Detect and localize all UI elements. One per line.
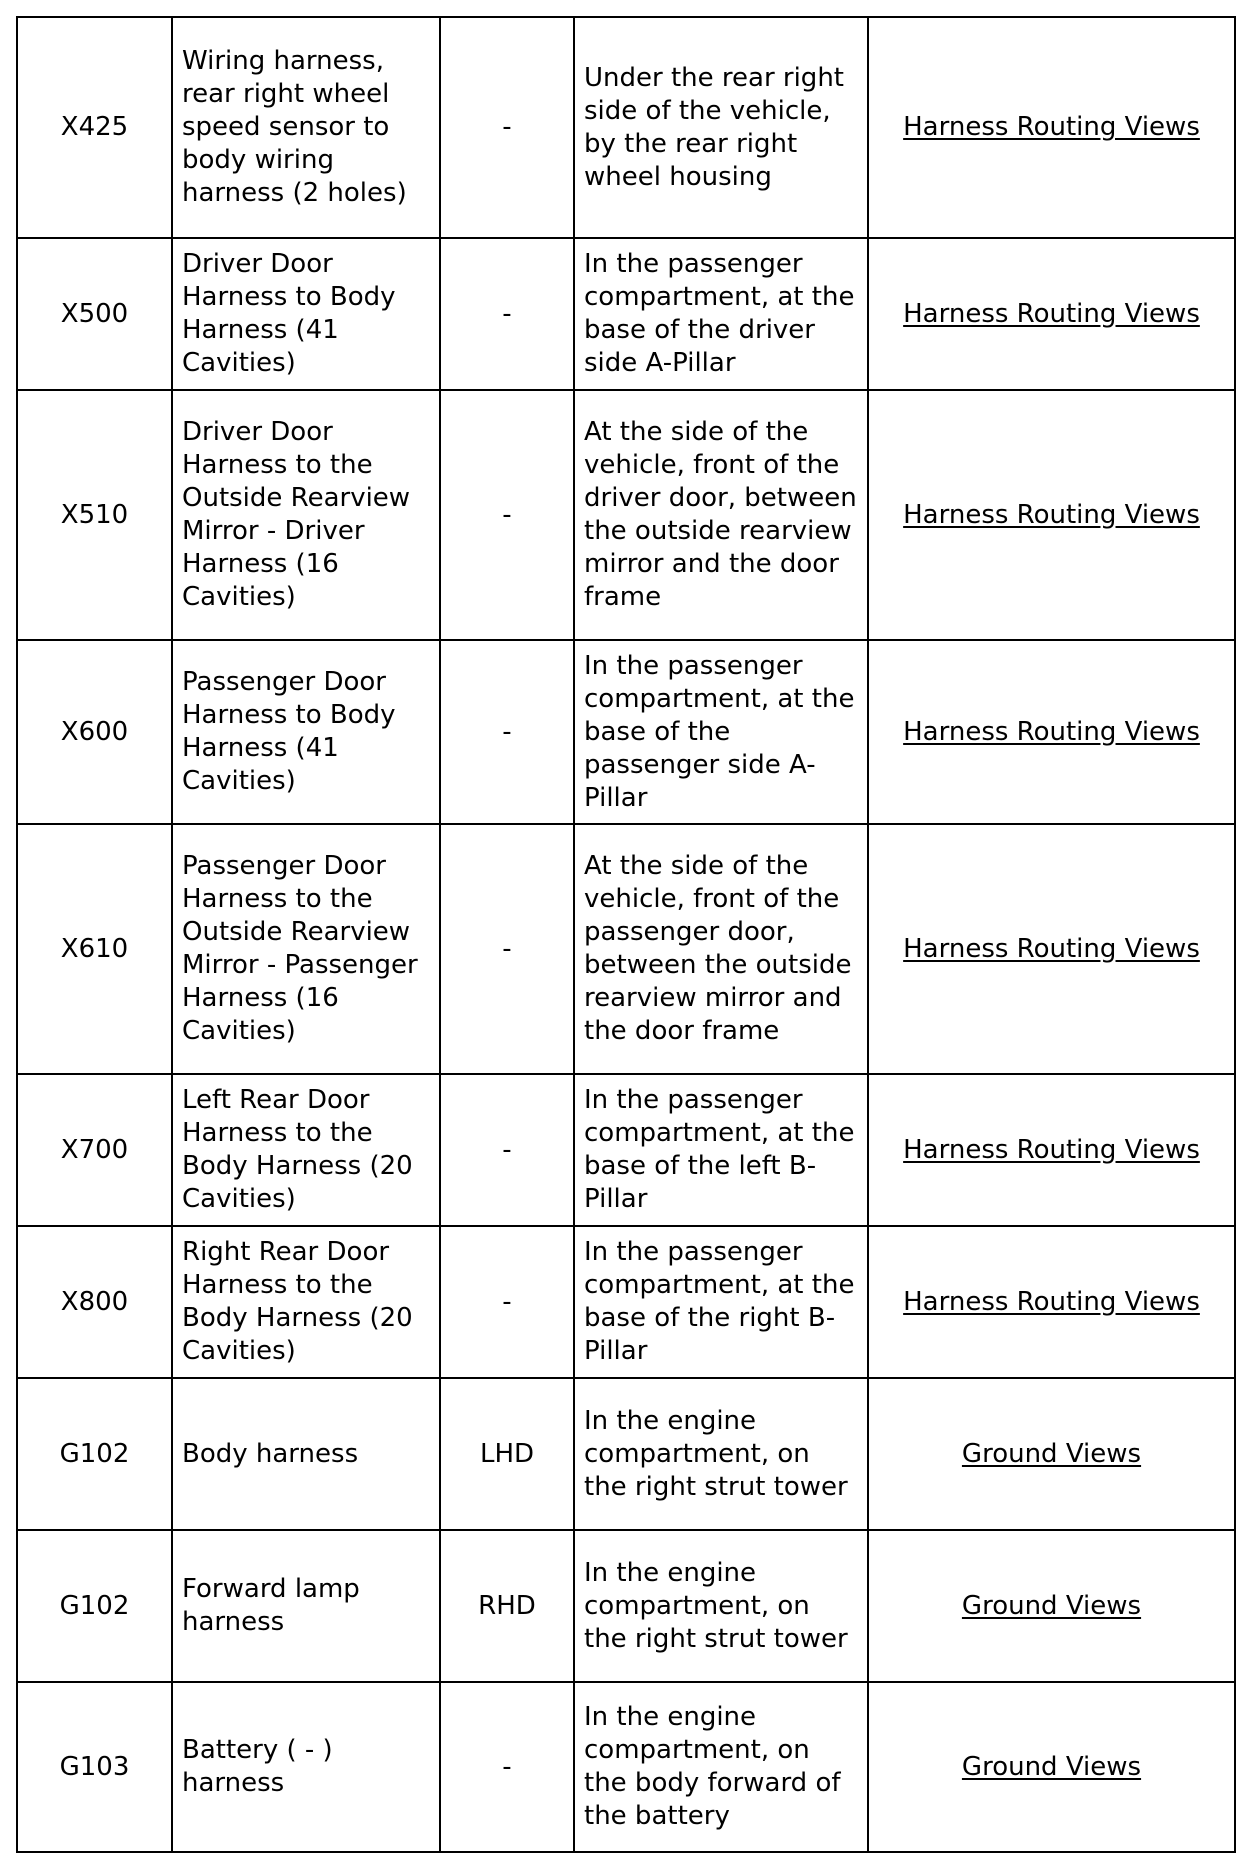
view-link-cell (868, 238, 1235, 390)
harness-routing-views-link[interactable]: Harness Routing Views (903, 499, 1200, 530)
connector-id: X800 (17, 1226, 172, 1378)
view-link-cell (868, 1226, 1235, 1378)
connector-id: X500 (17, 238, 172, 390)
table-row (17, 640, 1235, 824)
connector-id: X425 (17, 17, 172, 238)
connector-option: RHD (440, 1530, 574, 1682)
connector-description: Driver Door Harness to Body Harness (41 Cavities) (172, 238, 440, 390)
connector-location: In the engine compartment, on the right strut tower (574, 1378, 868, 1530)
connector-id: X600 (17, 640, 172, 824)
table-row (17, 1682, 1235, 1852)
view-link-cell (868, 1378, 1235, 1530)
harness-routing-views-link[interactable]: Harness Routing Views (903, 298, 1200, 329)
view-link-cell (868, 1530, 1235, 1682)
view-link-cell (868, 17, 1235, 238)
view-link-cell (868, 824, 1235, 1074)
view-link-cell (868, 390, 1235, 640)
harness-routing-views-link[interactable]: Harness Routing Views (903, 1134, 1200, 1165)
connector-option: - (440, 390, 574, 640)
connector-location: In the passenger compartment, at the base of the left B-Pillar (574, 1074, 868, 1226)
connector-id: G102 (17, 1378, 172, 1530)
connector-id: X700 (17, 1074, 172, 1226)
connector-location: In the passenger compartment, at the base of the passenger side A-Pillar (574, 640, 868, 824)
connector-option: - (440, 824, 574, 1074)
table-row (17, 824, 1235, 1074)
table-row (17, 1226, 1235, 1378)
connector-option: - (440, 238, 574, 390)
connector-description: Forward lamp harness (172, 1530, 440, 1682)
connector-id: G103 (17, 1682, 172, 1852)
connector-description: Battery ( - ) harness (172, 1682, 440, 1852)
table-row (17, 1378, 1235, 1530)
harness-routing-views-link[interactable]: Harness Routing Views (903, 112, 1200, 142)
ground-views-link[interactable]: Ground Views (961, 1751, 1142, 1782)
connector-option: LHD (440, 1378, 574, 1530)
connector-id: X610 (17, 824, 172, 1074)
view-link-cell (868, 1682, 1235, 1852)
connector-option: - (440, 1226, 574, 1378)
ground-views-link[interactable]: Ground Views (961, 1438, 1142, 1469)
connector-location: Under the rear right side of the vehicle, by the rear right wheel housing (574, 17, 868, 238)
connector-option: - (440, 17, 574, 238)
harness-routing-views-link[interactable]: Harness Routing Views (903, 933, 1200, 964)
connector-option: - (440, 1682, 574, 1852)
connector-location: In the passenger compartment, at the base of the right B-Pillar (574, 1226, 868, 1378)
connector-id: G102 (17, 1530, 172, 1682)
connector-location: At the side of the vehicle, front of the passenger door, between the outside rearview mirror and the door frame (574, 824, 868, 1074)
connector-option: - (440, 1074, 574, 1226)
table-row (17, 238, 1235, 390)
connector-description: Left Rear Door Harness to the Body Harness (20 Cavities) (172, 1074, 440, 1226)
connector-id: X510 (17, 390, 172, 640)
view-link-cell (868, 640, 1235, 824)
connector-description: Right Rear Door Harness to the Body Harness (20 Cavities) (172, 1226, 440, 1378)
connector-description: Passenger Door Harness to the Outside Rearview Mirror - Passenger Harness (16 Cavities) (172, 824, 440, 1074)
table-row (17, 1074, 1235, 1226)
table-row (17, 1530, 1235, 1682)
connector-table-body (17, 17, 1235, 1852)
connector-location: At the side of the vehicle, front of the driver door, between the outside rearview mirror and the door frame (574, 390, 868, 640)
connector-table (16, 16, 1236, 1853)
table-row (17, 17, 1235, 238)
connector-description: Body harness (172, 1378, 440, 1530)
ground-views-link[interactable]: Ground Views (961, 1590, 1142, 1621)
connector-description: Wiring harness, rear right wheel speed sensor to body wiring harness (2 holes) (172, 17, 440, 238)
connector-location: In the engine compartment, on the right strut tower (574, 1530, 868, 1682)
table-row (17, 390, 1235, 640)
connector-description: Passenger Door Harness to Body Harness (41 Cavities) (172, 640, 440, 824)
connector-location: In the passenger compartment, at the base of the driver side A-Pillar (574, 238, 868, 390)
connector-option: - (440, 640, 574, 824)
connector-description: Driver Door Harness to the Outside Rearview Mirror - Driver Harness (16 Cavities) (172, 390, 440, 640)
connector-location: In the engine compartment, on the body forward of the battery (574, 1682, 868, 1852)
harness-routing-views-link[interactable]: Harness Routing Views (903, 1286, 1200, 1317)
harness-routing-views-link[interactable]: Harness Routing Views (903, 716, 1200, 747)
view-link-cell (868, 1074, 1235, 1226)
